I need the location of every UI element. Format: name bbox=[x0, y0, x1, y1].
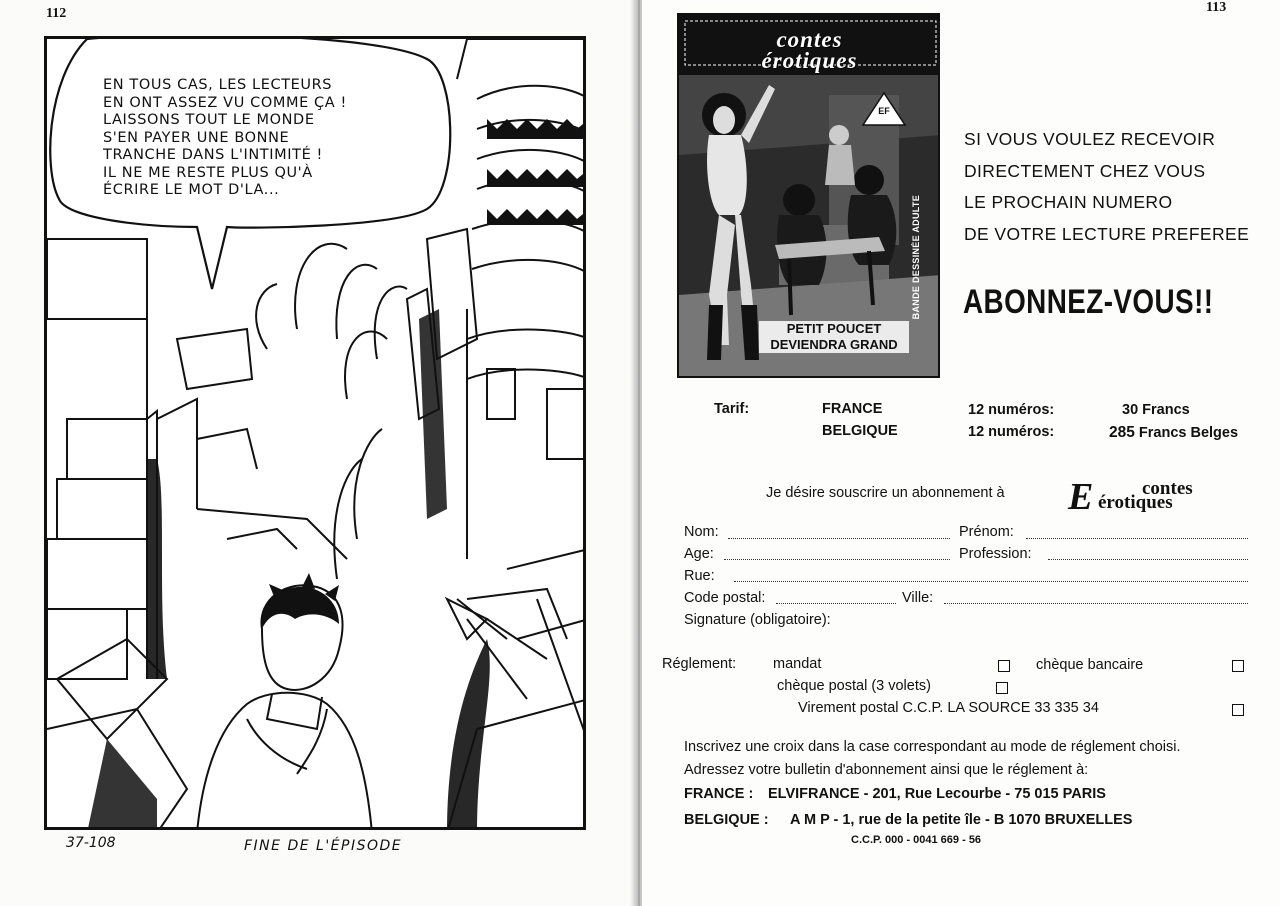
tarif-price bbox=[1122, 402, 1190, 418]
tarif-country: BELGIQUE bbox=[822, 423, 898, 439]
promo-line: SI VOUS VOULEZ RECEVOIR bbox=[964, 129, 1216, 149]
form-label-signature: Signature (obligatoire): bbox=[684, 612, 831, 628]
panel-code-label: 37-108 bbox=[66, 835, 116, 851]
address-country: BELGIQUE : bbox=[684, 812, 769, 828]
address-text: ELVIFRANCE - 201, Rue Lecourbe - 75 015 PARIS bbox=[768, 786, 1106, 802]
nom-field[interactable] bbox=[728, 538, 950, 539]
balloon-line: EN ONT ASSEZ VU COMME ÇA ! bbox=[103, 94, 347, 111]
virement-checkbox[interactable] bbox=[1232, 704, 1244, 716]
form-label-rue: Rue: bbox=[684, 568, 715, 584]
tarif-price-number: 30 bbox=[1122, 402, 1139, 418]
form-label-code-postal: Code postal: bbox=[684, 590, 766, 606]
ville-field[interactable] bbox=[944, 603, 1248, 604]
form-label-nom: Nom: bbox=[684, 524, 719, 540]
cheque-bancaire-checkbox[interactable] bbox=[1232, 660, 1244, 672]
promo-line: DE VOTRE LECTURE PREFEREE bbox=[964, 223, 1250, 244]
cover-caption-line: DEVIENDRA GRAND bbox=[770, 337, 898, 352]
balloon-line: EN TOUS CAS, LES LECTEURS bbox=[103, 77, 333, 93]
mandat-checkbox[interactable] bbox=[998, 660, 1010, 672]
payment-option-cheque-postal: chèque postal (3 volets) bbox=[777, 678, 931, 694]
address-country: FRANCE : bbox=[684, 786, 754, 802]
balloon-line: LAISSONS TOUT LE MONDE bbox=[103, 112, 315, 128]
instruction-line: Inscrivez une croix dans la case correspondant au mode de réglement choisi. bbox=[684, 739, 1181, 755]
tarif-price-number: 285 bbox=[1109, 424, 1135, 441]
left-page-number: 112 bbox=[46, 6, 67, 21]
prenom-field[interactable] bbox=[1026, 538, 1248, 539]
magazine-cover-image bbox=[677, 13, 940, 378]
payment-option-cheque-bancaire: chèque bancaire bbox=[1036, 657, 1144, 673]
tarif-label: Tarif: bbox=[714, 401, 750, 417]
age-field[interactable] bbox=[724, 559, 950, 560]
profession-field[interactable] bbox=[1048, 559, 1248, 560]
tarif-country: FRANCE bbox=[822, 401, 883, 417]
comic-panel bbox=[44, 36, 586, 830]
cover-title-line: contes bbox=[776, 27, 843, 52]
tarif-issues: 12 numéros: bbox=[968, 424, 1055, 440]
cover-title bbox=[687, 29, 932, 71]
tarif-price bbox=[1109, 424, 1238, 442]
form-label-ville: Ville: bbox=[902, 590, 934, 606]
cover-title-line: érotiques bbox=[761, 48, 858, 73]
contes-erotiques-logo bbox=[1068, 476, 1224, 518]
subscribe-text: Je désire souscrire un abonnement à bbox=[766, 485, 1005, 501]
instruction-line: Adressez votre bulletin d'abonnement ainsi que le réglement à: bbox=[684, 762, 1089, 778]
cover-caption-line: PETIT POUCET bbox=[786, 321, 882, 336]
payment-option-virement: Virement postal C.C.P. LA SOURCE 33 335 34 bbox=[798, 700, 1099, 716]
episode-end-caption: FINE DE L'ÉPISODE bbox=[244, 838, 403, 854]
logo-line: contes bbox=[1142, 478, 1193, 499]
tarif-price-unit: Francs bbox=[1142, 402, 1190, 418]
logo-initial: E bbox=[1068, 476, 1094, 518]
balloon-line: IL NE ME RESTE PLUS QU'À bbox=[103, 164, 313, 181]
form-label-prenom: Prénom: bbox=[959, 524, 1014, 540]
rue-field[interactable] bbox=[734, 581, 1248, 582]
ccp-number: C.C.P. 000 - 0041 669 - 56 bbox=[851, 834, 982, 846]
tarif-price-unit: Francs Belges bbox=[1138, 425, 1239, 441]
form-label-profession: Profession: bbox=[959, 546, 1032, 562]
payment-option-mandat: mandat bbox=[773, 656, 822, 672]
subscribe-headline: ABONNEZ-VOUS!! bbox=[963, 283, 1214, 321]
speech-balloon-text bbox=[103, 77, 443, 200]
promo-text bbox=[964, 124, 1249, 250]
promo-line: LE PROCHAIN NUMERO bbox=[964, 192, 1173, 212]
form-label-age: Age: bbox=[684, 546, 714, 562]
code-postal-field[interactable] bbox=[776, 603, 896, 604]
right-page-number: 113 bbox=[1206, 0, 1227, 15]
balloon-line: TRANCHE DANS L'INTIMITÉ ! bbox=[103, 147, 323, 163]
cover-caption bbox=[759, 321, 909, 353]
payment-label: Réglement: bbox=[662, 656, 737, 672]
cheque-postal-checkbox[interactable] bbox=[996, 682, 1008, 694]
address-text: A M P - 1, rue de la petite île - B 1070 BRUXELLES bbox=[790, 812, 1133, 828]
cover-spine-text: BANDE DESSINÉE ADULTE bbox=[911, 195, 921, 320]
balloon-line: S'EN PAYER UNE BONNE bbox=[103, 129, 290, 146]
tarif-issues: 12 numéros: bbox=[968, 402, 1055, 418]
promo-line: DIRECTEMENT CHEZ VOUS bbox=[964, 160, 1206, 181]
balloon-line: ÉCRIRE LE MOT D'LA... bbox=[103, 182, 280, 198]
cover-badge: EF bbox=[878, 106, 890, 116]
logo-line: érotiques bbox=[1098, 492, 1173, 513]
